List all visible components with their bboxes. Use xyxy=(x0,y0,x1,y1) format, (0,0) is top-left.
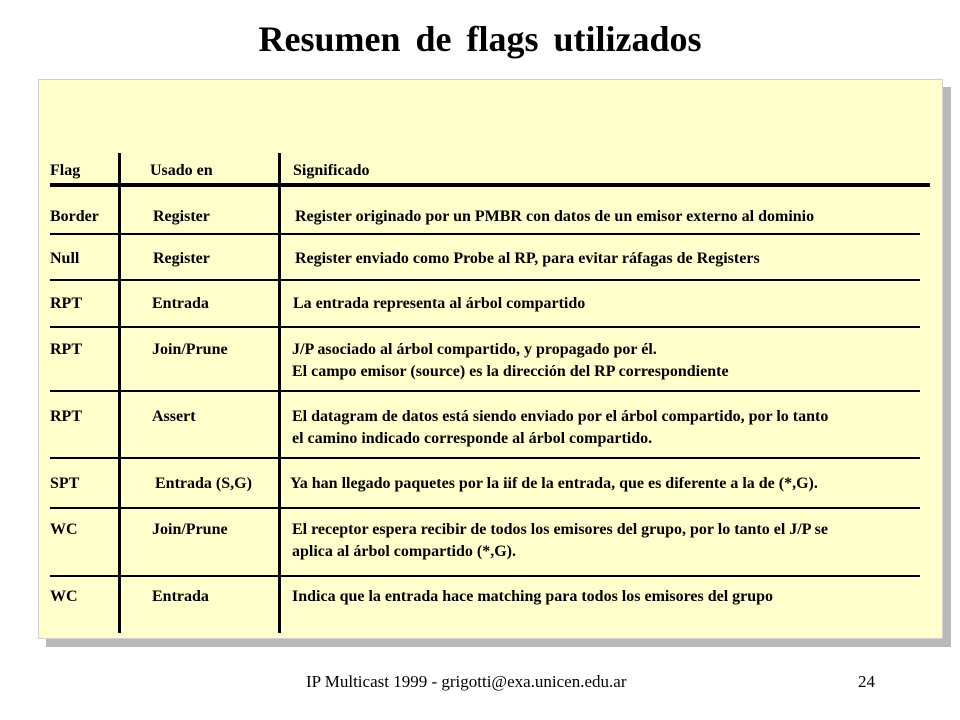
row-used-in: Assert xyxy=(152,408,196,425)
row-flag: RPT xyxy=(50,341,82,358)
row-flag: WC xyxy=(50,521,78,538)
row-meaning: El receptor espera recibir de todos los emisores del grupo, por lo tanto el J/P se xyxy=(292,521,828,538)
column-separator-2 xyxy=(278,153,281,633)
row-meaning: Indica que la entrada hace matching para todos los emisores del grupo xyxy=(292,588,774,605)
slide-title: Resumen de flags utilizados xyxy=(258,19,702,59)
column-separator-1 xyxy=(118,153,121,633)
row-used-in: Register xyxy=(153,250,210,267)
header-meaning: Significado xyxy=(293,162,370,179)
row-divider xyxy=(50,233,920,235)
row-flag: WC xyxy=(50,588,78,605)
row-meaning-continued: aplica al árbol compartido (*,G). xyxy=(292,543,516,560)
row-meaning: La entrada representa al árbol compartido xyxy=(293,295,586,312)
row-meaning: El datagram de datos está siendo enviado por el árbol compartido, por lo tanto xyxy=(292,408,829,425)
row-divider xyxy=(50,457,920,459)
footer-text: IP Multicast 1999 - grigotti@exa.unicen.edu.ar xyxy=(306,672,627,691)
row-meaning: Register originado por un PMBR con datos de un emisor externo al dominio xyxy=(295,208,815,225)
page-number: 24 xyxy=(858,672,875,691)
row-used-in: Entrada xyxy=(152,588,209,605)
row-meaning-continued: El campo emisor (source) es la dirección del RP correspondiente xyxy=(292,363,729,380)
row-meaning: J/P asociado al árbol compartido, y propagado por él. xyxy=(292,341,657,358)
header-flag: Flag xyxy=(50,162,81,179)
row-divider xyxy=(50,279,920,281)
row-divider xyxy=(50,326,920,328)
row-used-in: Join/Prune xyxy=(152,341,228,358)
row-flag: RPT xyxy=(50,408,82,425)
row-used-in: Entrada xyxy=(152,295,209,312)
row-flag: Border xyxy=(50,208,99,225)
row-flag: Null xyxy=(50,250,80,267)
row-meaning: Register enviado como Probe al RP, para evitar ráfagas de Registers xyxy=(295,250,760,267)
row-flag: SPT xyxy=(50,475,80,492)
header-used-in: Usado en xyxy=(150,162,213,179)
header-rule xyxy=(50,183,930,187)
row-used-in: Register xyxy=(153,208,210,225)
row-flag: RPT xyxy=(50,295,82,312)
row-used-in: Join/Prune xyxy=(152,521,228,538)
row-divider xyxy=(50,390,920,392)
row-divider xyxy=(50,575,920,577)
row-meaning: Ya han llegado paquetes por la iif de la entrada, que es diferente a la de (*,G). xyxy=(290,475,818,492)
row-used-in: Entrada (S,G) xyxy=(155,475,252,492)
row-meaning-continued: el camino indicado corresponde al árbol compartido. xyxy=(292,430,653,447)
row-divider xyxy=(50,507,920,509)
